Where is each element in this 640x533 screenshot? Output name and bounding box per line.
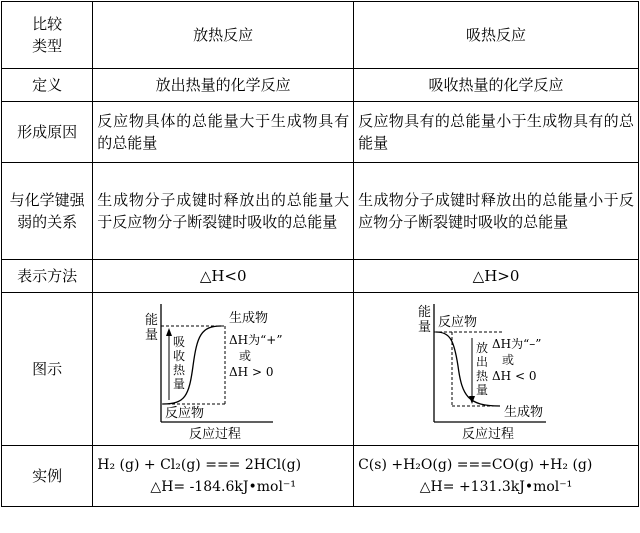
- endo-arrow-text-2: 出: [476, 355, 489, 369]
- y-axis-label-2: 量: [145, 328, 159, 343]
- comparison-table: [1, 1, 639, 507]
- exothermic-energy-diagram: [143, 296, 303, 442]
- exo-dh-line2: 或: [239, 349, 252, 363]
- row-label-figure: 图示: [2, 293, 93, 446]
- exo-arrow-text-3: 热: [173, 363, 186, 377]
- example-endo: [354, 446, 639, 507]
- example-endo-equation: C(s) +H₂O(g) ===CO(g) +H₂ (g): [358, 457, 593, 473]
- endo-dh-line2: 或: [502, 353, 515, 367]
- endo-arrow-text-3: 热: [476, 369, 489, 383]
- header-exothermic: 放热反应: [93, 2, 354, 69]
- endo-arrow-text-4: 量: [476, 383, 489, 397]
- exo-top-label: 生成物: [229, 311, 269, 326]
- example-exo: [93, 446, 354, 507]
- exo-x-axis-label: 反应过程: [189, 427, 242, 442]
- expression-exo: △H<0: [93, 260, 354, 293]
- header-line1: 比较: [32, 15, 63, 33]
- header-compare-type: [2, 2, 93, 69]
- row-label-cause: 形成原因: [2, 102, 93, 163]
- bond-exo: 生成物分子成键时释放出的总能量大于反应物分子断裂键时吸收的总能量: [93, 163, 354, 260]
- exo-dh-line1: ΔH为“+”: [229, 333, 283, 347]
- definition-endo: 吸收热量的化学反应: [354, 69, 639, 102]
- row-label-expression: 表示方法: [2, 260, 93, 293]
- definition-exo: 放出热量的化学反应: [93, 69, 354, 102]
- endo-y-axis-label-2: 量: [418, 320, 432, 335]
- row-label-definition: 定义: [2, 69, 93, 102]
- example-exo-equation: H₂ (g) + Cl₂(g) === 2HCl(g): [97, 457, 302, 473]
- exo-bottom-label: 反应物: [165, 406, 205, 421]
- exo-arrow-text-2: 收: [173, 349, 186, 363]
- cause-exo: 反应物具体的总能量大于生成物具有的总能量: [93, 102, 354, 163]
- bond-label-line2: 弱的关系: [17, 213, 78, 231]
- endo-arrow-text-1: 放: [476, 341, 489, 355]
- endo-dh-line1: ΔH为“–”: [492, 337, 542, 351]
- figure-endo-cell: [354, 293, 639, 446]
- endo-dh-line3: ΔH < 0: [492, 369, 537, 383]
- exo-arrow-text-4: 量: [173, 377, 186, 391]
- figure-exo-cell: [93, 293, 354, 446]
- bond-label-line1: 与化学键强: [9, 191, 85, 209]
- endo-top-label: 反应物: [438, 315, 478, 330]
- exo-dh-line3: ΔH > 0: [229, 365, 274, 379]
- bond-endo: 生成物分子成键时释放出的总能量小于反应物分子断裂键时吸收的总能量: [354, 163, 639, 260]
- endothermic-energy-diagram: [416, 296, 576, 442]
- endo-bottom-label: 生成物: [504, 405, 544, 420]
- row-label-bond: [2, 163, 93, 260]
- endo-x-axis-label: 反应过程: [462, 427, 515, 442]
- y-axis-label-1: 能: [145, 313, 159, 328]
- example-endo-enthalpy: △H= +131.3kJ•mol⁻¹: [419, 479, 573, 495]
- expression-endo: △H>0: [354, 260, 639, 293]
- cause-endo: 反应物具有的总能量小于生成物具有的总能量: [354, 102, 639, 163]
- row-label-example: 实例: [2, 446, 93, 507]
- header-line2: 类型: [32, 37, 63, 55]
- header-endothermic: 吸热反应: [354, 2, 639, 69]
- endo-y-axis-label-1: 能: [418, 305, 432, 320]
- example-exo-enthalpy: △H= -184.6kJ•mol⁻¹: [150, 479, 296, 495]
- exo-arrow-text-1: 吸: [173, 335, 186, 349]
